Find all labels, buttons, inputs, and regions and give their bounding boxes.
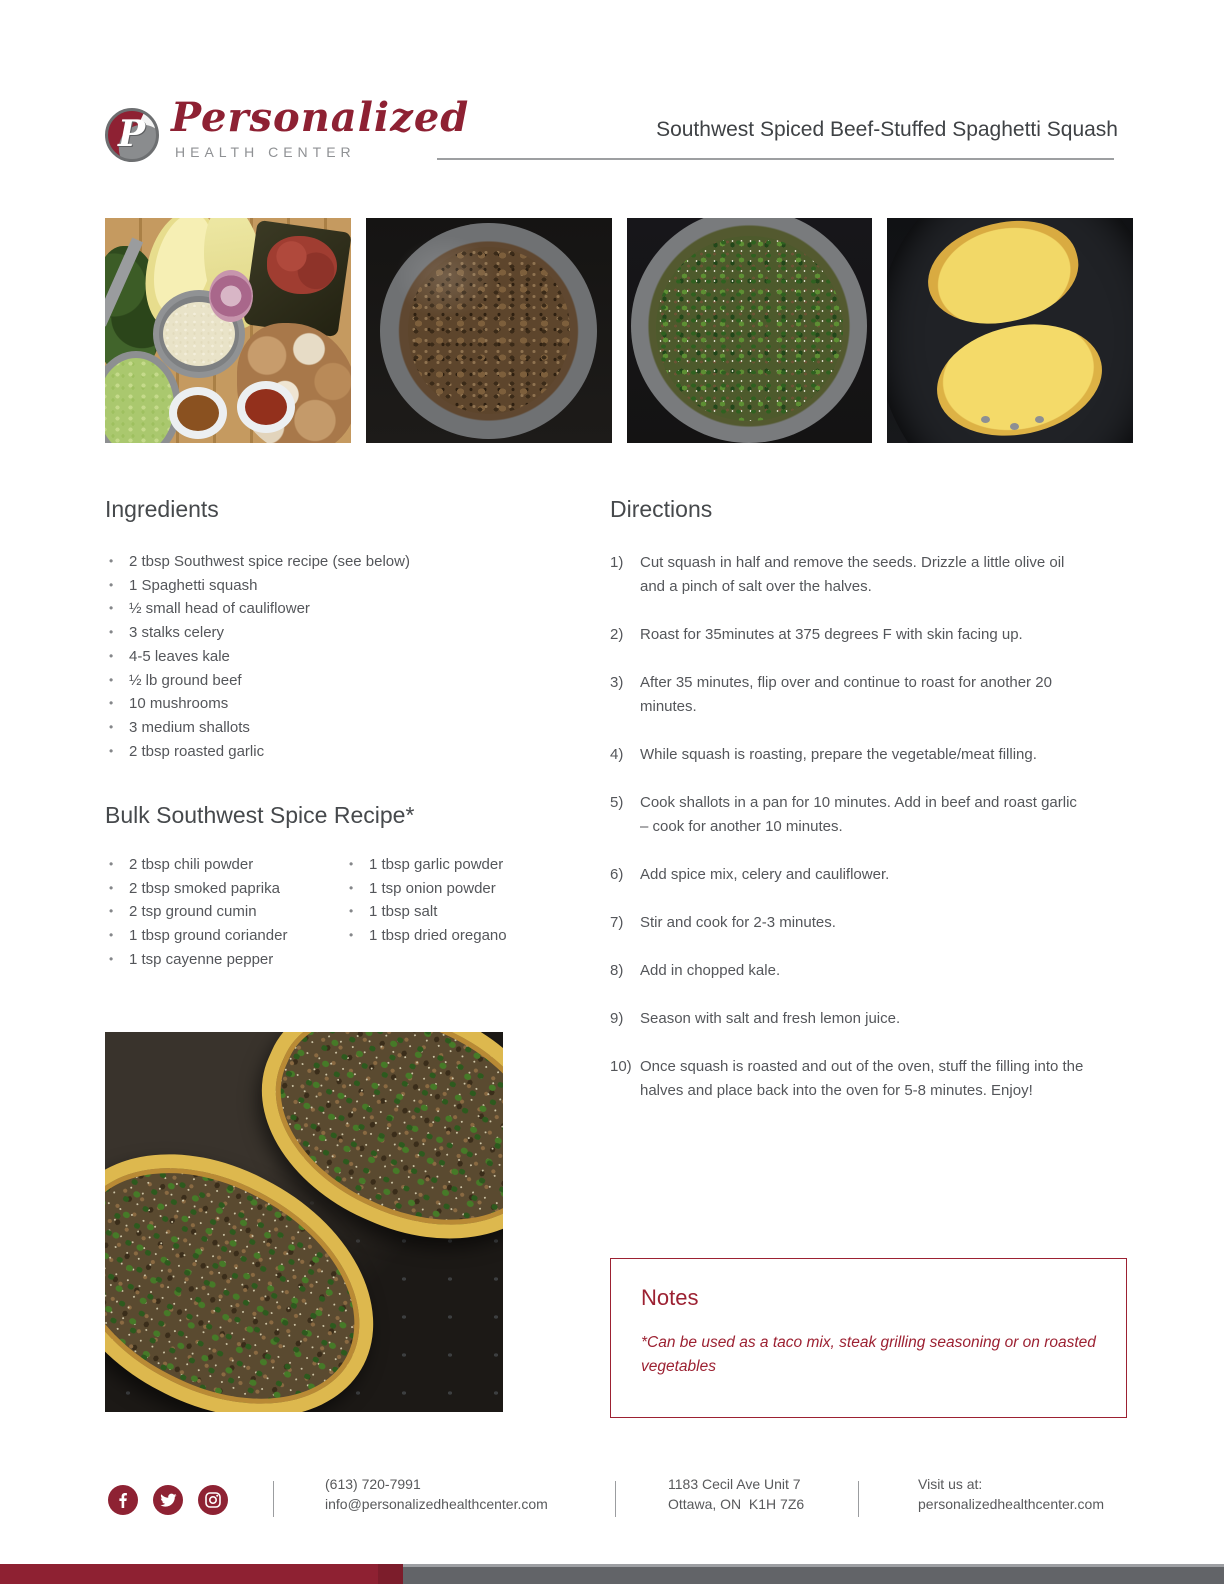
spice-bowl-art [237, 381, 295, 433]
direction-step: 5) Cook shallots in a pan for 10 minutes. Add in beef and roast garlic – cook for another 10 minutes. [610, 794, 1077, 835]
footer-divider [273, 1481, 274, 1517]
spice-col-2 [345, 853, 507, 972]
list-item: • 1 tbsp ground coriander [105, 924, 345, 948]
logo-monogram-icon: P [105, 108, 159, 162]
spice-recipe-heading: Bulk Southwest Spice Recipe* [105, 802, 415, 828]
bottom-accent-bar [0, 1564, 1224, 1584]
social-icons [108, 1485, 228, 1515]
list-item: • 3 stalks celery [105, 621, 585, 645]
website-url[interactable]: personalizedhealthcenter.com [918, 1496, 1105, 1512]
direction-step: 10) Once squash is roasted and out of the oven, stuff the filling into the halves and place back into the oven for 5-8 minutes. Enjoy! [610, 1058, 1084, 1099]
instagram-icon[interactable] [198, 1485, 228, 1515]
facebook-icon[interactable] [108, 1485, 138, 1515]
direction-step: 8) Add in chopped kale. [610, 962, 781, 979]
direction-step: 4) While squash is roasting, prepare the vegetable/meat filling. [610, 746, 1037, 763]
address-line: 1183 Cecil Ave Unit 7 [668, 1476, 801, 1492]
title-divider [437, 158, 1114, 160]
photo-kale-filling-pan [627, 218, 873, 443]
list-item: • 2 tbsp smoked paprika [105, 877, 345, 901]
email-address[interactable]: info@personalizedhealthcenter.com [325, 1496, 548, 1512]
visit-label: Visit us at: [918, 1476, 983, 1492]
photo-strip [105, 218, 1133, 443]
notes-box [610, 1258, 1127, 1418]
direction-step: 2) Roast for 35minutes at 375 degrees F with skin facing up. [610, 626, 1023, 643]
list-item: • 1 tsp cayenne pepper [105, 948, 345, 972]
logo-script-text: Personalized [171, 94, 470, 141]
photo-roasted-squash-halves [887, 218, 1133, 443]
list-item: • 10 mushrooms [105, 692, 585, 716]
list-item: • 2 tbsp roasted garlic [105, 740, 585, 764]
directions-section [610, 496, 1088, 1127]
logo-subtitle: HEALTH CENTER [175, 144, 356, 160]
list-item: • 4-5 leaves kale [105, 645, 585, 669]
direction-step: 3) After 35 minutes, flip over and continue to roast for another 20 minutes. [610, 674, 1052, 715]
spice-col-1 [105, 853, 345, 972]
phone-number: (613) 720-7991 [325, 1476, 421, 1492]
page-title: Southwest Spiced Beef-Stuffed Spaghetti Squash [656, 118, 1118, 141]
ingredients-list [105, 550, 585, 763]
list-item: • 1 tbsp dried oregano [345, 924, 507, 948]
list-item: • 1 tbsp garlic powder [345, 853, 507, 877]
twitter-icon[interactable] [153, 1485, 183, 1515]
garlic-bowl-art [169, 387, 227, 439]
list-item: • 1 tbsp salt [345, 900, 507, 924]
red-onion-art [209, 270, 253, 322]
address-line: Ottawa, ON K1H 7Z6 [668, 1496, 805, 1512]
ground-beef-art [267, 236, 337, 294]
ingredients-section [105, 496, 585, 763]
list-item: • 2 tbsp Southwest spice recipe (see below) [105, 550, 585, 574]
direction-step: 6) Add spice mix, celery and cauliflower. [610, 866, 890, 883]
kale-mixture-art [656, 236, 843, 421]
spice-recipe-columns [105, 853, 585, 972]
direction-step: 7) Stir and cook for 2-3 minutes. [610, 914, 836, 931]
list-item: • 2 tbsp chili powder [105, 853, 345, 877]
footer-website [918, 1474, 1104, 1514]
list-item: • ½ lb ground beef [105, 669, 585, 693]
list-item: • 2 tsp ground cumin [105, 900, 345, 924]
list-item: • 3 medium shallots [105, 716, 585, 740]
notes-text: *Can be used as a taco mix, steak grilling seasoning or on roasted vegetables [641, 1334, 1096, 1375]
list-item: • 1 tsp onion powder [345, 877, 507, 901]
directions-list [610, 551, 1088, 1103]
spice-recipe-section [105, 802, 585, 972]
footer-divider [858, 1481, 859, 1517]
direction-step: 9) Season with salt and fresh lemon juice. [610, 1010, 901, 1027]
list-item: • ½ small head of cauliflower [105, 597, 585, 621]
steam-art [390, 232, 501, 322]
direction-step: 1) Cut squash in half and remove the seeds. Drizzle a little olive oil and a pinch of salt over the halves. [610, 554, 1065, 595]
footer-contact [325, 1474, 548, 1514]
photo-stuffed-squash-closeup [105, 1032, 503, 1412]
directions-heading: Directions [610, 496, 713, 522]
footer-address [668, 1474, 804, 1514]
notes-heading: Notes [641, 1285, 699, 1310]
list-item: • 1 Spaghetti squash [105, 574, 585, 598]
footer-divider [615, 1481, 616, 1517]
photo-raw-ingredients-board [105, 218, 351, 443]
photo-beef-mushroom-pan [366, 218, 612, 443]
ingredients-heading: Ingredients [105, 496, 219, 522]
